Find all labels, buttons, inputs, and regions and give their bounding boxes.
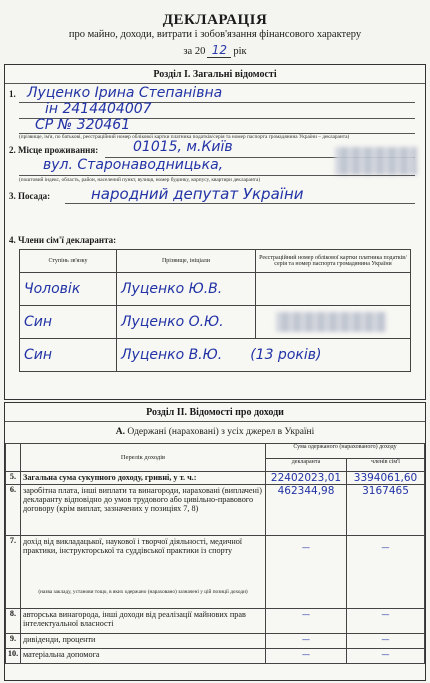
family-relation: Чоловік [20, 273, 117, 306]
family-table-header [20, 250, 411, 273]
redacted-tax-number [276, 312, 386, 332]
family-amount: — [347, 609, 425, 634]
row-7-caption: (назва закладу, установи тощо, в яких одержано (нараховано) зазначені у цій позиції доходи) [38, 589, 248, 595]
declarant-name: Луценко Ірина Степанівна [27, 85, 223, 101]
family-relation: Син [20, 306, 117, 339]
family-amount: — [347, 536, 425, 609]
item-2-label: 2. Місце проживання: [9, 145, 99, 155]
family-amount: — [347, 634, 425, 649]
address-index-city: 01015, м.Київ [133, 139, 233, 155]
declarant-amount: — [266, 536, 347, 609]
item-4-label: 4. Члени сім'ї декларанта: [9, 235, 117, 245]
section-1 [4, 64, 426, 400]
family-member-name: Луценко Ю.В. [117, 273, 256, 306]
col-name: Прізвище, ініціали [117, 250, 256, 273]
income-label: Загальна сума сукупного доходу, гривні, у т. ч.: [21, 472, 266, 485]
declarant-amount: — [266, 634, 347, 649]
income-row-8: 8. авторська винагорода, інші доходи від реалізації майнових прав інтелектуальної власності — — [6, 609, 425, 634]
declarant-amount: — [266, 649, 347, 664]
family-row [20, 306, 411, 339]
section-2 [4, 402, 426, 681]
family-member-name: Луценко В.Ю. (13 років) [117, 339, 411, 372]
declarant-tax-number: ін 2414404007 [45, 101, 152, 117]
declarant-amount: — [266, 609, 347, 634]
subsection-a-title: А. Одержані (нараховані) з усіх джерел в Україні [115, 427, 315, 437]
item-1-caption: (прізвище, ім'я, по батькові, реєстраційний номер облікової картки платника податків/серія та номер паспорта громадянина України – декларанта) [19, 134, 350, 140]
family-tax-number [256, 273, 411, 306]
section-2-title: Розділ ІІ. Відомості про доходи [146, 407, 284, 418]
family-table [19, 249, 411, 372]
year-value: 12 [207, 43, 231, 58]
position-value: народний депутат України [91, 185, 304, 203]
family-amount: 3394061,60 [347, 472, 425, 485]
col-income-list: Перелік доходів [21, 444, 266, 472]
income-label: заробітна плата, інші виплати та винагороди, нараховані (виплачені) декларанту відповідно до умов трудового або цивільно-правового договору (крім виплат, зазначених у позиціях 7, 8) [21, 485, 266, 536]
col-declarant: декларанта [266, 459, 347, 472]
income-table [5, 443, 425, 664]
family-amount: — [347, 649, 425, 664]
family-row [20, 339, 411, 372]
income-label: матеріальна допомога [21, 649, 266, 664]
position-underline [65, 203, 415, 204]
address-underline-2 [19, 175, 415, 176]
declarant-amount: 22402023,01 [266, 472, 347, 485]
income-row-10: 10. матеріальна допомога — — [6, 649, 425, 664]
family-relation: Син [20, 339, 117, 372]
income-label: авторська винагорода, інші доходи від реалізації майнових прав інтелектуальної власності [21, 609, 266, 634]
item-2-caption: (поштовий індекс, область, район, населений пункт, вулиця, номер будинку, корпусу, квартири декларанта) [19, 177, 261, 183]
income-table-header [6, 444, 425, 459]
year-suffix: рік [233, 46, 247, 57]
redacted-address [335, 147, 417, 175]
income-label: дохід від викладацької, наукової і творчої діяльності, медичної практики, інструкторської та суддівської практики із спорту (назва закладу, установи тощо, в яких одержано (нараховано) зазначені у цій позиції доходи) [21, 536, 266, 609]
address-street: вул. Старонаводницька, [43, 157, 224, 173]
item-3-label: 3. Посада: [9, 191, 51, 201]
income-row-6: 6. заробітна плата, інші виплати та винагороди, нараховані (виплачені) декларанту відповідно до умов трудового або цивільно-правового договору (крім виплат, зазначених у позиціях 7, 8) 462344,98 3167465 [6, 485, 425, 536]
family-member-name: Луценко О.Ю. [117, 306, 256, 339]
col-family: членів сім'ї [347, 459, 425, 472]
income-row-5: 5. Загальна сума сукупного доходу, гривні, у т. ч.: 22402023,01 3394061,60 [6, 472, 425, 485]
income-row-9: 9. дивіденди, проценти — — [6, 634, 425, 649]
family-amount: 3167465 [347, 485, 425, 536]
family-tax-number [256, 306, 411, 339]
header-blank [6, 444, 21, 472]
col-tax-number: Реєстраційний номер облікової картки платника податків/ серія та номер паспорта громадянина України [256, 250, 411, 273]
declarant-amount: 462344,98 [266, 485, 347, 536]
section-1-title: Розділ І. Загальні відомості [153, 69, 277, 80]
income-row-7: 7. дохід від викладацької, наукової і творчої діяльності, медичної практики, інструкторської та суддівської практики із спорту (назва закладу, установи тощо, в яких одержано (нараховано) зазначені у цій позиції доходи) — — [6, 536, 425, 609]
item-1-number: 1. [9, 89, 16, 99]
family-member-note: (13 років) [250, 347, 322, 363]
declarant-passport: СР № 320461 [35, 117, 131, 133]
section-1-divider [5, 83, 425, 84]
document-subtitle: про майно, доходи, витрати і зобов'язання фінансового характеру [68, 29, 362, 40]
col-relation: Ступінь зв'язку [20, 250, 117, 273]
document-title: ДЕКЛАРАЦІЯ [162, 12, 268, 28]
section-2-divider [5, 421, 425, 422]
year-prefix: за 20 [183, 46, 206, 57]
income-label: дивіденди, проценти [21, 634, 266, 649]
col-amount: Сума одержаного (нарахованого) доходу [266, 444, 425, 459]
family-row [20, 273, 411, 306]
year-line [0, 43, 430, 58]
